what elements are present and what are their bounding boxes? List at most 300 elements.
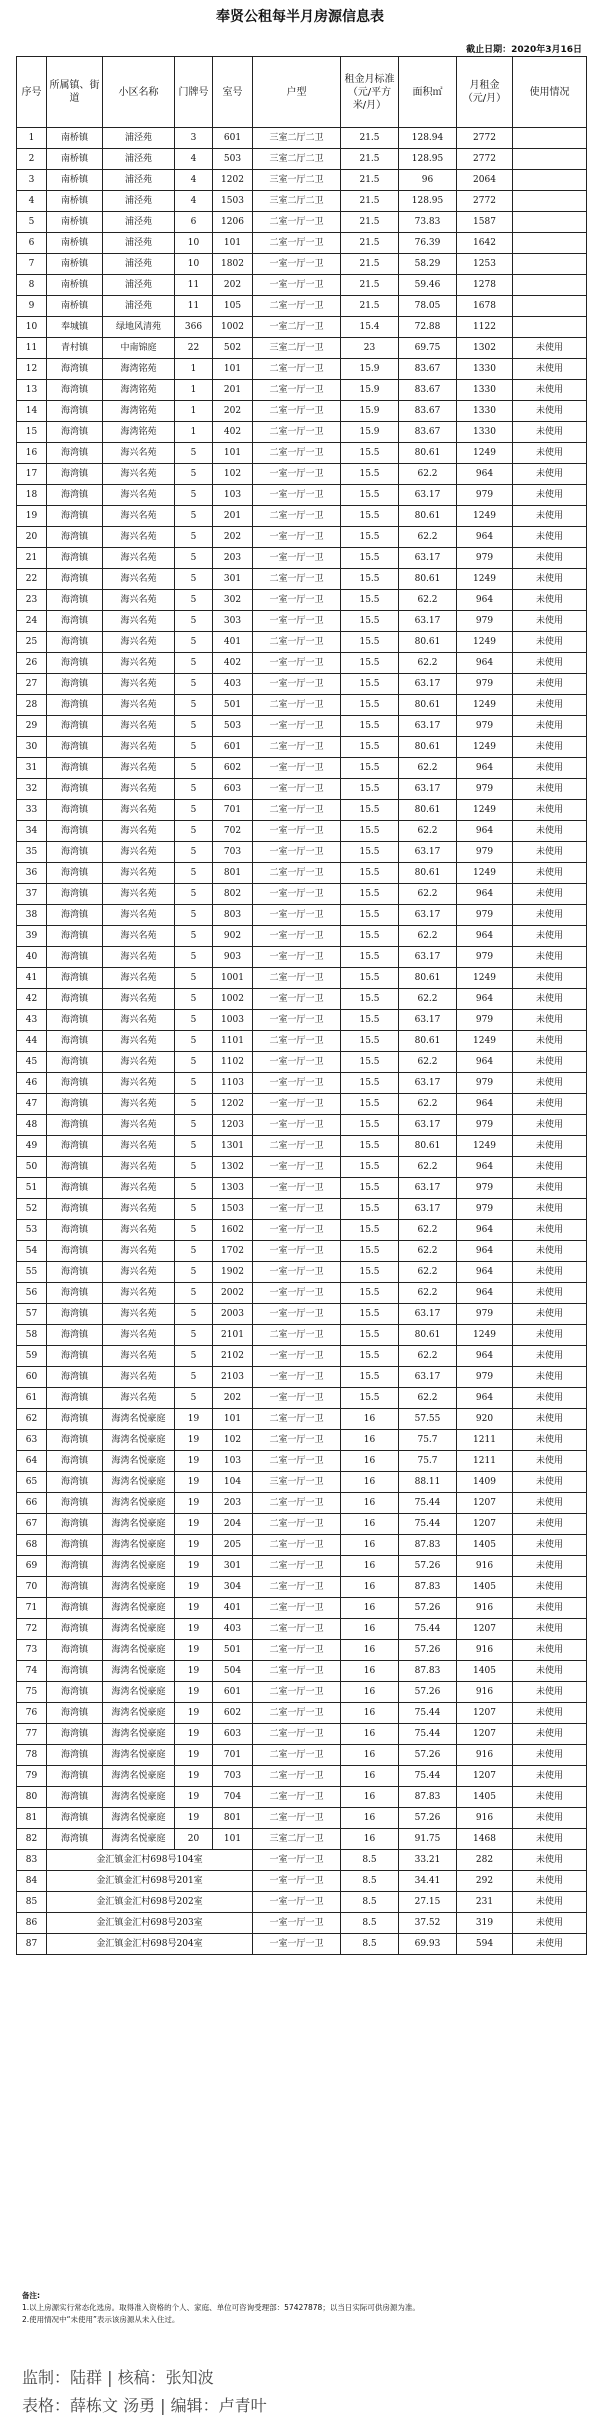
cell-monthly-rent: 1249 bbox=[457, 632, 513, 653]
cell-building: 6 bbox=[175, 212, 213, 233]
cell-building: 5 bbox=[175, 1199, 213, 1220]
table-row bbox=[17, 905, 587, 926]
cell-town: 海湾镇 bbox=[47, 1514, 103, 1535]
cell-building: 19 bbox=[175, 1661, 213, 1682]
cell-monthly-rent: 979 bbox=[457, 905, 513, 926]
cell-index: 2 bbox=[17, 149, 47, 170]
cell-community: 海湾名悦豪庭 bbox=[103, 1661, 175, 1682]
cell-community: 海兴名苑 bbox=[103, 674, 175, 695]
cell-layout: 二室一厅一卫 bbox=[253, 1577, 341, 1598]
cell-community: 海湾名悦豪庭 bbox=[103, 1829, 175, 1850]
cell-index: 81 bbox=[17, 1808, 47, 1829]
cell-layout: 一室一厅一卫 bbox=[253, 716, 341, 737]
cell-building: 5 bbox=[175, 1010, 213, 1031]
cell-layout: 二室一厅一卫 bbox=[253, 1661, 341, 1682]
document-title: 奉贤公租每半月房源信息表 bbox=[216, 9, 384, 25]
cell-status: 未使用 bbox=[513, 1472, 587, 1493]
cell-status: 未使用 bbox=[513, 632, 587, 653]
cell-community: 海兴名苑 bbox=[103, 800, 175, 821]
cell-layout: 一室一厅一卫 bbox=[253, 1157, 341, 1178]
cell-index: 80 bbox=[17, 1787, 47, 1808]
cell-area: 128.95 bbox=[399, 149, 457, 170]
cell-status: 未使用 bbox=[513, 884, 587, 905]
cell-rent-rate: 16 bbox=[341, 1745, 399, 1766]
table-row bbox=[17, 128, 587, 149]
cell-community: 浦泾苑 bbox=[103, 149, 175, 170]
cell-layout: 一室一厅一卫 bbox=[253, 1220, 341, 1241]
cell-address: 金汇镇金汇村698号203室 bbox=[47, 1913, 253, 1934]
cell-community: 海湾铭苑 bbox=[103, 380, 175, 401]
cell-town: 海湾镇 bbox=[47, 947, 103, 968]
cell-status bbox=[513, 254, 587, 275]
cell-town: 海湾镇 bbox=[47, 1808, 103, 1829]
cell-area: 58.29 bbox=[399, 254, 457, 275]
cell-index: 56 bbox=[17, 1283, 47, 1304]
cell-area: 62.2 bbox=[399, 1388, 457, 1409]
cell-rent-rate: 15.5 bbox=[341, 548, 399, 569]
cell-monthly-rent: 1642 bbox=[457, 233, 513, 254]
cell-monthly-rent: 916 bbox=[457, 1556, 513, 1577]
cell-monthly-rent: 964 bbox=[457, 1262, 513, 1283]
cell-monthly-rent: 979 bbox=[457, 1367, 513, 1388]
table-row bbox=[17, 1136, 587, 1157]
cell-building: 5 bbox=[175, 989, 213, 1010]
cell-layout: 二室一厅一卫 bbox=[253, 380, 341, 401]
cell-monthly-rent: 1249 bbox=[457, 1325, 513, 1346]
cell-town: 海湾镇 bbox=[47, 1283, 103, 1304]
cell-building: 19 bbox=[175, 1640, 213, 1661]
cell-status: 未使用 bbox=[513, 1493, 587, 1514]
cell-town: 海湾镇 bbox=[47, 443, 103, 464]
cell-town: 海湾镇 bbox=[47, 758, 103, 779]
cell-index: 7 bbox=[17, 254, 47, 275]
cell-monthly-rent: 964 bbox=[457, 1388, 513, 1409]
cell-area: 73.83 bbox=[399, 212, 457, 233]
cell-rent-rate: 8.5 bbox=[341, 1892, 399, 1913]
cell-layout: 一室一厅一卫 bbox=[253, 254, 341, 275]
cell-layout: 一室一厅一卫 bbox=[253, 1850, 341, 1871]
cell-area: 80.61 bbox=[399, 968, 457, 989]
cell-area: 62.2 bbox=[399, 1346, 457, 1367]
cell-area: 57.26 bbox=[399, 1598, 457, 1619]
cell-room: 1002 bbox=[213, 317, 253, 338]
cell-community: 浦泾苑 bbox=[103, 191, 175, 212]
cell-town: 海湾镇 bbox=[47, 1724, 103, 1745]
cell-monthly-rent: 1122 bbox=[457, 317, 513, 338]
cell-rent-rate: 15.5 bbox=[341, 1220, 399, 1241]
cell-rent-rate: 21.5 bbox=[341, 170, 399, 191]
cell-layout: 一室一厅一卫 bbox=[253, 1388, 341, 1409]
cell-town: 海湾镇 bbox=[47, 779, 103, 800]
cell-community: 海湾名悦豪庭 bbox=[103, 1409, 175, 1430]
cell-index: 72 bbox=[17, 1619, 47, 1640]
table-row bbox=[17, 1640, 587, 1661]
cell-rent-rate: 21.5 bbox=[341, 233, 399, 254]
cell-room: 302 bbox=[213, 590, 253, 611]
table-body bbox=[17, 128, 587, 1955]
cell-building: 1 bbox=[175, 422, 213, 443]
cell-room: 2103 bbox=[213, 1367, 253, 1388]
table-row bbox=[17, 1493, 587, 1514]
table-row bbox=[17, 779, 587, 800]
cell-room: 1206 bbox=[213, 212, 253, 233]
cell-room: 2003 bbox=[213, 1304, 253, 1325]
table-row bbox=[17, 275, 587, 296]
cell-layout: 二室一厅一卫 bbox=[253, 863, 341, 884]
cell-building: 5 bbox=[175, 1283, 213, 1304]
cell-monthly-rent: 292 bbox=[457, 1871, 513, 1892]
cell-community: 海兴名苑 bbox=[103, 905, 175, 926]
cell-room: 301 bbox=[213, 1556, 253, 1577]
cell-community: 海湾名悦豪庭 bbox=[103, 1577, 175, 1598]
table-row bbox=[17, 1073, 587, 1094]
cell-community: 中南锦庭 bbox=[103, 338, 175, 359]
cell-monthly-rent: 1249 bbox=[457, 506, 513, 527]
cell-layout: 一室一厅一卫 bbox=[253, 1199, 341, 1220]
cell-index: 27 bbox=[17, 674, 47, 695]
cell-status: 未使用 bbox=[513, 779, 587, 800]
cell-building: 5 bbox=[175, 1136, 213, 1157]
table-row bbox=[17, 338, 587, 359]
cell-community: 海兴名苑 bbox=[103, 1388, 175, 1409]
cell-area: 80.61 bbox=[399, 632, 457, 653]
cell-area: 75.44 bbox=[399, 1766, 457, 1787]
cell-status: 未使用 bbox=[513, 653, 587, 674]
table-row bbox=[17, 947, 587, 968]
cell-town: 海湾镇 bbox=[47, 1325, 103, 1346]
cell-status bbox=[513, 170, 587, 191]
table-row bbox=[17, 1199, 587, 1220]
cell-status: 未使用 bbox=[513, 1241, 587, 1262]
cell-layout: 一室一厅一卫 bbox=[253, 1892, 341, 1913]
cell-community: 海兴名苑 bbox=[103, 989, 175, 1010]
table-row bbox=[17, 1892, 587, 1913]
cell-monthly-rent: 964 bbox=[457, 1346, 513, 1367]
cell-index: 76 bbox=[17, 1703, 47, 1724]
cell-building: 5 bbox=[175, 569, 213, 590]
cell-town: 海湾镇 bbox=[47, 1367, 103, 1388]
cell-area: 128.95 bbox=[399, 191, 457, 212]
cell-rent-rate: 16 bbox=[341, 1829, 399, 1850]
cell-building: 19 bbox=[175, 1808, 213, 1829]
cell-rent-rate: 15.5 bbox=[341, 863, 399, 884]
cell-room: 1303 bbox=[213, 1178, 253, 1199]
cell-index: 41 bbox=[17, 968, 47, 989]
cell-building: 5 bbox=[175, 800, 213, 821]
cell-building: 5 bbox=[175, 1052, 213, 1073]
cell-status: 未使用 bbox=[513, 611, 587, 632]
cell-area: 75.44 bbox=[399, 1724, 457, 1745]
cell-room: 401 bbox=[213, 1598, 253, 1619]
cell-status: 未使用 bbox=[513, 1430, 587, 1451]
cell-status: 未使用 bbox=[513, 1556, 587, 1577]
cell-status: 未使用 bbox=[513, 1220, 587, 1241]
cell-layout: 一室一厅一卫 bbox=[253, 842, 341, 863]
cell-layout: 二室一厅一卫 bbox=[253, 1766, 341, 1787]
cell-monthly-rent: 1249 bbox=[457, 1136, 513, 1157]
cell-building: 5 bbox=[175, 1325, 213, 1346]
cell-monthly-rent: 1405 bbox=[457, 1661, 513, 1682]
cell-monthly-rent: 1405 bbox=[457, 1535, 513, 1556]
credits-line: 表格：薛栋文 汤勇 | 编辑：卢青叶 bbox=[22, 2396, 267, 2415]
cell-room: 702 bbox=[213, 821, 253, 842]
cell-layout: 二室一厅一卫 bbox=[253, 1682, 341, 1703]
cell-community: 浦泾苑 bbox=[103, 128, 175, 149]
table-row bbox=[17, 1052, 587, 1073]
cell-town: 海湾镇 bbox=[47, 1703, 103, 1724]
cell-monthly-rent: 979 bbox=[457, 1178, 513, 1199]
table-row bbox=[17, 1724, 587, 1745]
cell-building: 5 bbox=[175, 1115, 213, 1136]
cell-monthly-rent: 979 bbox=[457, 1073, 513, 1094]
cell-area: 80.61 bbox=[399, 506, 457, 527]
cell-monthly-rent: 1249 bbox=[457, 863, 513, 884]
cell-room: 1102 bbox=[213, 1052, 253, 1073]
cell-layout: 二室一厅一卫 bbox=[253, 1808, 341, 1829]
cell-room: 902 bbox=[213, 926, 253, 947]
cell-index: 14 bbox=[17, 401, 47, 422]
cell-layout: 一室一厅一卫 bbox=[253, 1052, 341, 1073]
cell-building: 19 bbox=[175, 1430, 213, 1451]
cell-monthly-rent: 2772 bbox=[457, 149, 513, 170]
cell-room: 1301 bbox=[213, 1136, 253, 1157]
cell-status: 未使用 bbox=[513, 1766, 587, 1787]
cell-status: 未使用 bbox=[513, 1304, 587, 1325]
cell-index: 31 bbox=[17, 758, 47, 779]
cell-index: 18 bbox=[17, 485, 47, 506]
cell-layout: 一室一厅一卫 bbox=[253, 1073, 341, 1094]
cell-community: 海兴名苑 bbox=[103, 737, 175, 758]
cell-monthly-rent: 594 bbox=[457, 1934, 513, 1955]
cell-index: 33 bbox=[17, 800, 47, 821]
cell-room: 504 bbox=[213, 1661, 253, 1682]
cell-monthly-rent: 916 bbox=[457, 1808, 513, 1829]
cell-community: 海兴名苑 bbox=[103, 758, 175, 779]
cell-area: 62.2 bbox=[399, 884, 457, 905]
cell-area: 63.17 bbox=[399, 1199, 457, 1220]
cell-community: 浦泾苑 bbox=[103, 275, 175, 296]
cell-rent-rate: 15.5 bbox=[341, 758, 399, 779]
cell-area: 62.2 bbox=[399, 1262, 457, 1283]
table-row bbox=[17, 1619, 587, 1640]
cell-community: 海兴名苑 bbox=[103, 569, 175, 590]
cell-community: 海兴名苑 bbox=[103, 842, 175, 863]
cell-room: 601 bbox=[213, 128, 253, 149]
cell-status: 未使用 bbox=[513, 1850, 587, 1871]
cell-town: 海湾镇 bbox=[47, 1661, 103, 1682]
cell-status: 未使用 bbox=[513, 548, 587, 569]
cell-room: 103 bbox=[213, 1451, 253, 1472]
table-row bbox=[17, 611, 587, 632]
cell-layout: 一室一厅一卫 bbox=[253, 1262, 341, 1283]
cell-room: 204 bbox=[213, 1514, 253, 1535]
cell-area: 69.93 bbox=[399, 1934, 457, 1955]
cell-town: 海湾镇 bbox=[47, 569, 103, 590]
cell-monthly-rent: 979 bbox=[457, 716, 513, 737]
cell-monthly-rent: 1207 bbox=[457, 1724, 513, 1745]
table-row bbox=[17, 1577, 587, 1598]
cell-rent-rate: 8.5 bbox=[341, 1871, 399, 1892]
cell-area: 78.05 bbox=[399, 296, 457, 317]
table-row bbox=[17, 632, 587, 653]
header-town: 所属镇、街道 bbox=[47, 57, 103, 128]
cell-index: 35 bbox=[17, 842, 47, 863]
cell-layout: 二室一厅一卫 bbox=[253, 212, 341, 233]
cell-rent-rate: 15.5 bbox=[341, 1325, 399, 1346]
cell-town: 海湾镇 bbox=[47, 1031, 103, 1052]
cell-status: 未使用 bbox=[513, 380, 587, 401]
cell-status: 未使用 bbox=[513, 1892, 587, 1913]
cell-monthly-rent: 979 bbox=[457, 548, 513, 569]
cell-area: 63.17 bbox=[399, 1010, 457, 1031]
cell-monthly-rent: 964 bbox=[457, 1094, 513, 1115]
cell-town: 海湾镇 bbox=[47, 1346, 103, 1367]
cell-rent-rate: 21.5 bbox=[341, 275, 399, 296]
cell-community: 海兴名苑 bbox=[103, 1157, 175, 1178]
cell-layout: 二室一厅一卫 bbox=[253, 359, 341, 380]
cell-monthly-rent: 964 bbox=[457, 590, 513, 611]
cell-room: 1503 bbox=[213, 191, 253, 212]
cell-room: 205 bbox=[213, 1535, 253, 1556]
cell-index: 13 bbox=[17, 380, 47, 401]
cell-index: 36 bbox=[17, 863, 47, 884]
table-row bbox=[17, 1514, 587, 1535]
cell-town: 海湾镇 bbox=[47, 1178, 103, 1199]
cell-community: 海湾名悦豪庭 bbox=[103, 1514, 175, 1535]
cell-building: 19 bbox=[175, 1787, 213, 1808]
cell-building: 5 bbox=[175, 611, 213, 632]
table-row bbox=[17, 590, 587, 611]
cell-status: 未使用 bbox=[513, 1598, 587, 1619]
cell-building: 5 bbox=[175, 506, 213, 527]
cell-community: 海湾名悦豪庭 bbox=[103, 1535, 175, 1556]
cell-town: 海湾镇 bbox=[47, 989, 103, 1010]
cell-town: 海湾镇 bbox=[47, 716, 103, 737]
cell-monthly-rent: 916 bbox=[457, 1682, 513, 1703]
cell-community: 海兴名苑 bbox=[103, 1304, 175, 1325]
cell-monthly-rent: 1249 bbox=[457, 968, 513, 989]
cell-rent-rate: 16 bbox=[341, 1682, 399, 1703]
cell-room: 401 bbox=[213, 632, 253, 653]
cell-rent-rate: 21.5 bbox=[341, 191, 399, 212]
cell-index: 49 bbox=[17, 1136, 47, 1157]
cell-rent-rate: 16 bbox=[341, 1451, 399, 1472]
cell-community: 海兴名苑 bbox=[103, 884, 175, 905]
cell-index: 47 bbox=[17, 1094, 47, 1115]
cell-community: 海兴名苑 bbox=[103, 1073, 175, 1094]
cell-index: 44 bbox=[17, 1031, 47, 1052]
cell-index: 8 bbox=[17, 275, 47, 296]
cell-room: 203 bbox=[213, 1493, 253, 1514]
cell-status: 未使用 bbox=[513, 1409, 587, 1430]
cell-address: 金汇镇金汇村698号202室 bbox=[47, 1892, 253, 1913]
cell-monthly-rent: 979 bbox=[457, 779, 513, 800]
cell-layout: 三室二厅一卫 bbox=[253, 1829, 341, 1850]
note-line: 2.使用情况中“未使用”表示该房源从未入住过。 bbox=[22, 2315, 180, 2324]
cell-town: 海湾镇 bbox=[47, 1241, 103, 1262]
cell-building: 5 bbox=[175, 1304, 213, 1325]
cell-rent-rate: 15.5 bbox=[341, 989, 399, 1010]
table-row bbox=[17, 821, 587, 842]
cell-area: 63.17 bbox=[399, 548, 457, 569]
cell-monthly-rent: 1211 bbox=[457, 1430, 513, 1451]
cell-layout: 三室一厅二卫 bbox=[253, 170, 341, 191]
cell-status: 未使用 bbox=[513, 338, 587, 359]
cell-building: 5 bbox=[175, 1094, 213, 1115]
cell-room: 1902 bbox=[213, 1262, 253, 1283]
cell-monthly-rent: 964 bbox=[457, 653, 513, 674]
cell-room: 101 bbox=[213, 1829, 253, 1850]
cell-layout: 一室一厅一卫 bbox=[253, 1871, 341, 1892]
cell-area: 91.75 bbox=[399, 1829, 457, 1850]
table-row bbox=[17, 1829, 587, 1850]
cell-status: 未使用 bbox=[513, 1514, 587, 1535]
cell-rent-rate: 15.5 bbox=[341, 1094, 399, 1115]
cell-status: 未使用 bbox=[513, 485, 587, 506]
cell-building: 5 bbox=[175, 464, 213, 485]
cell-rent-rate: 21.5 bbox=[341, 296, 399, 317]
cell-layout: 一室一厅一卫 bbox=[253, 464, 341, 485]
cell-community: 海湾名悦豪庭 bbox=[103, 1451, 175, 1472]
cell-town: 海湾镇 bbox=[47, 1388, 103, 1409]
table-row bbox=[17, 317, 587, 338]
table-row bbox=[17, 1850, 587, 1871]
cell-building: 19 bbox=[175, 1682, 213, 1703]
cell-layout: 二室一厅一卫 bbox=[253, 1409, 341, 1430]
cell-community: 海兴名苑 bbox=[103, 1031, 175, 1052]
cell-building: 5 bbox=[175, 653, 213, 674]
cell-community: 浦泾苑 bbox=[103, 254, 175, 275]
cell-room: 202 bbox=[213, 1388, 253, 1409]
cell-rent-rate: 15.5 bbox=[341, 1199, 399, 1220]
cell-monthly-rent: 282 bbox=[457, 1850, 513, 1871]
cell-community: 海湾名悦豪庭 bbox=[103, 1430, 175, 1451]
cell-room: 603 bbox=[213, 779, 253, 800]
cell-layout: 一室一厅一卫 bbox=[253, 779, 341, 800]
cell-room: 502 bbox=[213, 338, 253, 359]
cell-room: 304 bbox=[213, 1577, 253, 1598]
cell-building: 1 bbox=[175, 359, 213, 380]
cell-building: 5 bbox=[175, 1220, 213, 1241]
cell-area: 63.17 bbox=[399, 1178, 457, 1199]
cell-layout: 一室一厅一卫 bbox=[253, 758, 341, 779]
cell-layout: 二室一厅一卫 bbox=[253, 1535, 341, 1556]
cell-town: 南桥镇 bbox=[47, 233, 103, 254]
cell-building: 5 bbox=[175, 443, 213, 464]
table-row bbox=[17, 1283, 587, 1304]
cell-room: 501 bbox=[213, 1640, 253, 1661]
cell-room: 1602 bbox=[213, 1220, 253, 1241]
cell-monthly-rent: 964 bbox=[457, 884, 513, 905]
cell-area: 63.17 bbox=[399, 485, 457, 506]
cell-index: 52 bbox=[17, 1199, 47, 1220]
cell-status: 未使用 bbox=[513, 968, 587, 989]
cell-monthly-rent: 1207 bbox=[457, 1514, 513, 1535]
cell-area: 80.61 bbox=[399, 569, 457, 590]
cell-room: 1103 bbox=[213, 1073, 253, 1094]
cell-status: 未使用 bbox=[513, 842, 587, 863]
cell-building: 10 bbox=[175, 233, 213, 254]
cell-community: 海兴名苑 bbox=[103, 506, 175, 527]
table-row bbox=[17, 800, 587, 821]
cell-community: 海兴名苑 bbox=[103, 947, 175, 968]
cell-area: 87.83 bbox=[399, 1661, 457, 1682]
cell-building: 5 bbox=[175, 632, 213, 653]
cell-building: 19 bbox=[175, 1472, 213, 1493]
cell-area: 83.67 bbox=[399, 401, 457, 422]
table-row bbox=[17, 485, 587, 506]
cell-index: 50 bbox=[17, 1157, 47, 1178]
